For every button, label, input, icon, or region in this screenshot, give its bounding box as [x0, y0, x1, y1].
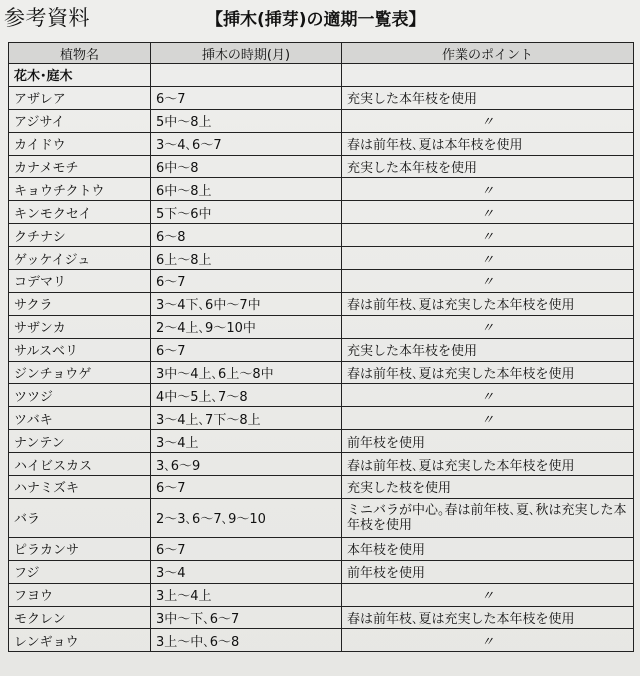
table-row [9, 247, 634, 270]
period-cell: 3､6～9 [151, 453, 342, 476]
table-row [9, 476, 634, 499]
plant-name-cell: サザンカ [9, 315, 151, 338]
plant-name-cell: キョウチクトウ [9, 178, 151, 201]
point-cell: 充実した本年枝を使用 [342, 338, 634, 361]
point-cell: 充実した本年枝を使用 [342, 86, 634, 109]
table-row [9, 453, 634, 476]
period-cell: 3上～4上 [151, 583, 342, 606]
period-cell: 6中～8上 [151, 178, 342, 201]
table-body [9, 64, 634, 652]
plant-name-cell: ジンチョウゲ [9, 361, 151, 384]
table-row [9, 315, 634, 338]
point-cell: 本年枝を使用 [342, 537, 634, 560]
period-cell: 3～4 [151, 560, 342, 583]
column-header-plant-name: 植物名 [9, 43, 151, 64]
point-cell: 〃 [342, 178, 634, 201]
period-cell: 4中～5上､7～8 [151, 384, 342, 407]
column-header-point: 作業のポイント [342, 43, 634, 64]
point-cell: 〃 [342, 224, 634, 247]
period-cell: 3～4上､7下～8上 [151, 407, 342, 430]
plant-name-cell: バラ [9, 498, 151, 537]
point-cell: 春は前年枝､夏は充実した本年枝を使用 [342, 292, 634, 315]
point-cell: 充実した枝を使用 [342, 476, 634, 499]
point-cell: 春は前年枝､夏は充実した本年枝を使用 [342, 361, 634, 384]
table-row [9, 560, 634, 583]
point-cell: 前年枝を使用 [342, 560, 634, 583]
table-row [9, 178, 634, 201]
plant-name-cell: アザレア [9, 86, 151, 109]
point-cell: ミニバラが中心｡春は前年枝､夏､秋は充実した本年枝を使用 [342, 498, 634, 537]
period-cell: 6～7 [151, 537, 342, 560]
point-cell: 充実した本年枝を使用 [342, 155, 634, 178]
plant-name-cell: ゲッケイジュ [9, 247, 151, 270]
period-cell: 5中～8上 [151, 109, 342, 132]
reference-label: 参考資料 [4, 6, 90, 30]
point-cell: 前年枝を使用 [342, 430, 634, 453]
point-cell: 〃 [342, 629, 634, 652]
plant-name-cell: モクレン [9, 606, 151, 629]
point-cell: 〃 [342, 583, 634, 606]
table-row [9, 537, 634, 560]
table-row [9, 292, 634, 315]
cutting-period-table [8, 42, 634, 652]
table-row [9, 384, 634, 407]
table-row [9, 86, 634, 109]
table-row [9, 338, 634, 361]
point-cell: 〃 [342, 407, 634, 430]
point-cell: 〃 [342, 247, 634, 270]
page-title: 【挿木(挿芽)の適期一覧表】 [206, 10, 426, 30]
table-header-row [9, 43, 634, 64]
period-cell: 6～7 [151, 86, 342, 109]
table-row [9, 109, 634, 132]
table-row [9, 629, 634, 652]
section-label: 花木･庭木 [9, 64, 151, 87]
table-row [9, 270, 634, 293]
point-cell: 〃 [342, 315, 634, 338]
period-cell: 2～3､6～7､9～10 [151, 498, 342, 537]
plant-name-cell: ツツジ [9, 384, 151, 407]
section-empty-cell [151, 64, 342, 87]
period-cell: 3～4上 [151, 430, 342, 453]
plant-name-cell: アジサイ [9, 109, 151, 132]
period-cell: 3上～中､6～8 [151, 629, 342, 652]
point-cell: 春は前年枝､夏は充実した本年枝を使用 [342, 453, 634, 476]
plant-name-cell: コデマリ [9, 270, 151, 293]
point-cell: 春は前年枝､夏は本年枝を使用 [342, 132, 634, 155]
period-cell: 6上～8上 [151, 247, 342, 270]
table-row [9, 132, 634, 155]
table-row [9, 583, 634, 606]
table-row [9, 606, 634, 629]
plant-name-cell: キンモクセイ [9, 201, 151, 224]
table-row [9, 361, 634, 384]
plant-name-cell: クチナシ [9, 224, 151, 247]
point-cell: 春は前年枝､夏は充実した本年枝を使用 [342, 606, 634, 629]
period-cell: 6～8 [151, 224, 342, 247]
plant-name-cell: ツバキ [9, 407, 151, 430]
plant-name-cell: フジ [9, 560, 151, 583]
period-cell: 6～7 [151, 476, 342, 499]
table-row [9, 407, 634, 430]
period-cell: 3中～4上､6上～8中 [151, 361, 342, 384]
plant-name-cell: ナンテン [9, 430, 151, 453]
plant-name-cell: サルスベリ [9, 338, 151, 361]
period-cell: 5下～6中 [151, 201, 342, 224]
period-cell: 2～4上､9～10中 [151, 315, 342, 338]
table-row [9, 201, 634, 224]
section-row [9, 64, 634, 87]
period-cell: 6中～8 [151, 155, 342, 178]
table-row [9, 430, 634, 453]
plant-name-cell: ピラカンサ [9, 537, 151, 560]
point-cell: 〃 [342, 270, 634, 293]
plant-name-cell: レンギョウ [9, 629, 151, 652]
table-row [9, 155, 634, 178]
period-cell: 3～4､6～7 [151, 132, 342, 155]
plant-name-cell: ハイビスカス [9, 453, 151, 476]
column-header-period: 挿木の時期(月) [151, 43, 342, 64]
table-row [9, 498, 634, 537]
table-row [9, 224, 634, 247]
point-cell: 〃 [342, 201, 634, 224]
section-empty-cell [342, 64, 634, 87]
point-cell: 〃 [342, 109, 634, 132]
period-cell: 3中～下､6～7 [151, 606, 342, 629]
plant-name-cell: サクラ [9, 292, 151, 315]
plant-name-cell: カナメモチ [9, 155, 151, 178]
period-cell: 6～7 [151, 338, 342, 361]
plant-name-cell: フヨウ [9, 583, 151, 606]
period-cell: 3～4下､6中～7中 [151, 292, 342, 315]
plant-name-cell: カイドウ [9, 132, 151, 155]
point-cell: 〃 [342, 384, 634, 407]
plant-name-cell: ハナミズキ [9, 476, 151, 499]
period-cell: 6～7 [151, 270, 342, 293]
